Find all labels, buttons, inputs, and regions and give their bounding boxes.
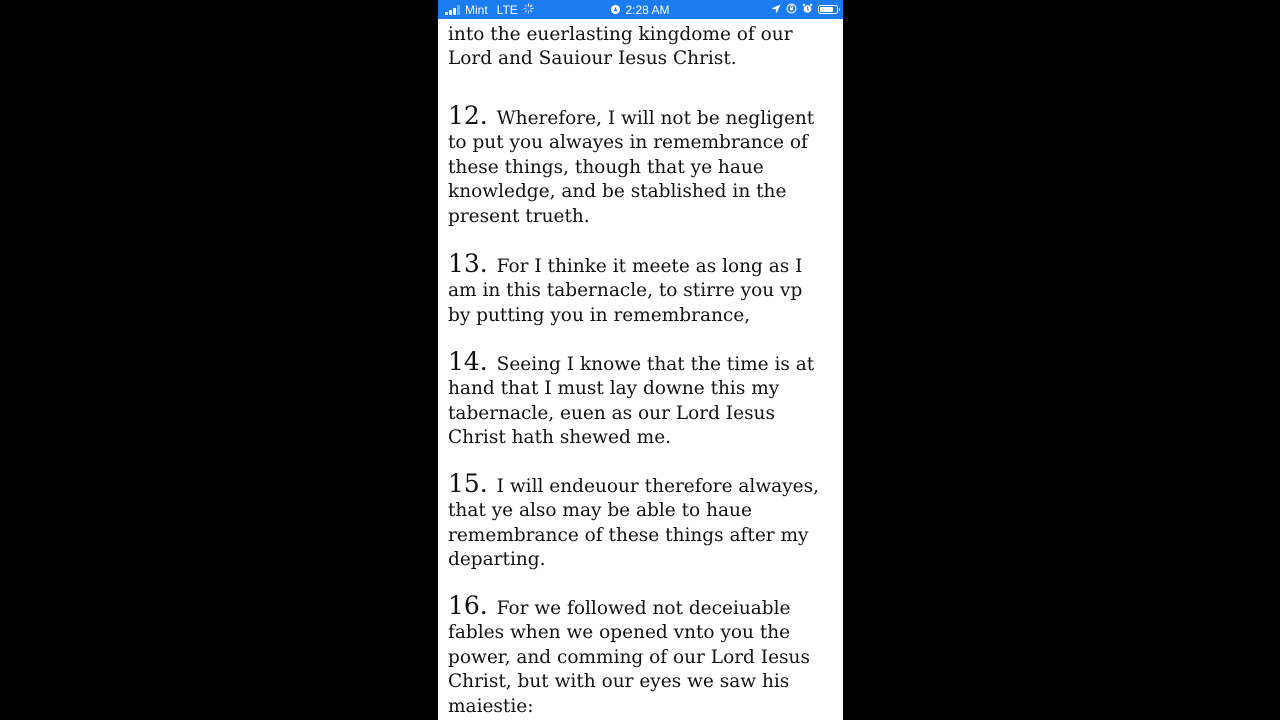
- verse-16: [448, 591, 840, 719]
- text-line: Lord and Sauiour Iesus Christ.: [448, 48, 737, 70]
- text-line: Seeing I knowe that the time is at: [496, 354, 815, 375]
- location-arrow-icon: [771, 3, 781, 17]
- text-line: to put you alwayes in remembrance of: [448, 132, 808, 154]
- text-line: by putting you in remembrance,: [448, 304, 751, 326]
- text-line: For we followed not deceiuable: [496, 598, 791, 619]
- verse-11-continuation: [448, 23, 793, 72]
- text-line: that ye also may be able to haue: [448, 500, 752, 522]
- text-line: Christ hath shewed me.: [448, 427, 672, 449]
- clock-time: 2:28 AM: [625, 2, 670, 17]
- text-line: remembrance of these things after my: [448, 524, 809, 546]
- status-right: [771, 2, 838, 17]
- phone-screen: [438, 0, 843, 720]
- text-line: I will endeuour therefore alwayes,: [496, 476, 819, 497]
- orientation-lock-icon: [786, 3, 797, 17]
- text-line: hand that I must lay downe this my: [448, 378, 780, 400]
- verse-number: 12.: [448, 101, 488, 130]
- text-line: maiestie:: [448, 695, 534, 717]
- verse-14: [448, 347, 840, 451]
- text-line: into the euerlasting kingdome of our: [448, 24, 793, 45]
- screen-lock-icon: [611, 5, 620, 14]
- text-line: am in this tabernacle, to stirre you vp: [448, 280, 803, 302]
- verse-number: 16.: [448, 591, 488, 620]
- text-line: knowledge, and be stablished in the: [448, 181, 787, 203]
- verse-number: 13.: [448, 249, 488, 278]
- battery-icon: [818, 5, 838, 14]
- text-line: these things, though that ye haue: [448, 156, 764, 178]
- carrier-name: Mint: [465, 2, 488, 17]
- verse-13: [448, 249, 840, 328]
- verse-15: [448, 469, 840, 573]
- text-line: departing.: [448, 549, 546, 571]
- network-type: LTE: [496, 2, 518, 17]
- alarm-icon: [802, 3, 813, 17]
- text-line: tabernacle, euen as our Lord Iesus: [448, 402, 775, 424]
- verse-12: [448, 101, 840, 229]
- status-bar: [438, 0, 843, 19]
- verse-number: 15.: [448, 469, 488, 498]
- verse-number: 14.: [448, 347, 488, 376]
- text-line: present trueth.: [448, 205, 590, 227]
- text-line: power, and comming of our Lord Iesus: [448, 646, 810, 668]
- text-line: Wherefore, I will not be negligent: [496, 108, 815, 129]
- text-line: fables when we opened vnto you the: [448, 622, 791, 644]
- text-line: Christ, but with our eyes we saw his: [448, 671, 790, 693]
- text-line: For I thinke it meete as long as I: [496, 256, 803, 277]
